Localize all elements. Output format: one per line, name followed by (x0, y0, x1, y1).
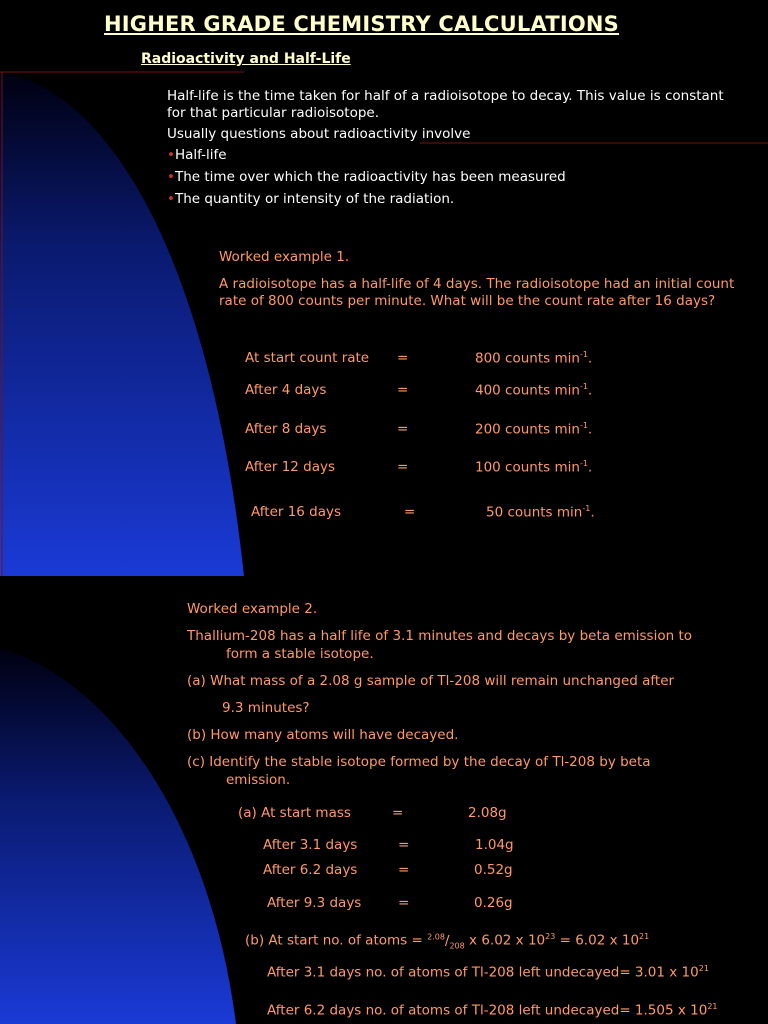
intro-bullet: •The time over which the radioactivity has been measured (167, 169, 566, 185)
section-subtitle: Radioactivity and Half-Life (141, 51, 351, 67)
mass-row-value: 2.08g (468, 805, 507, 821)
atoms-row: After 3.1 days no. of atoms of Tl-208 left undecayed= 3.01 x $10^{21}$ (267, 964, 709, 981)
example1-row-value: 50 counts $\min^{-1}$. (486, 504, 595, 521)
example1-row: At start count rate (245, 350, 370, 366)
example1-row-eq: = (404, 504, 416, 520)
example1-row-value: 100 counts $\min^{-1}$. (475, 459, 593, 476)
example1-block (219, 249, 749, 320)
example1-row-value: 800 counts $\min^{-1}$. (475, 350, 593, 367)
mass-row-value: 0.52g (474, 862, 513, 878)
intro-definition: Half-life is the time taken for half of a radioisotope to decay. This value is constant for that particular radioisotope. (167, 88, 724, 121)
mass-row: After 6.2 days (263, 862, 358, 878)
example1-heading: Worked example 1. (219, 249, 350, 265)
example1-row-eq: = (397, 421, 409, 437)
example1-row: After 12 days (245, 459, 336, 475)
example2-part-a-cont: 9.3 minutes? (222, 700, 310, 716)
example1-row: After 4 days (245, 382, 327, 398)
example2-part-c: (c) Identify the stable isotope formed by the decay of Tl-208 by beta emission. (187, 754, 651, 788)
example1-question: A radioisotope has a half-life of 4 days. The radioisotope had an initial count rate of 800 counts per minute. What will be the count rate after 16 days? (219, 276, 735, 309)
page-title: HIGHER GRADE CHEMISTRY CALCULATIONS (104, 12, 620, 36)
example1-row-value: 400 counts $\min^{-1}$. (475, 382, 593, 399)
mass-row-eq: = (398, 837, 410, 853)
mass-row: After 3.1 days (263, 837, 358, 853)
atoms-start-row: (b) At start no. of atoms = $^{2.08}/_{208}$ x 6.02 x $10^{23} = 6.02$ x $10^{21}$ (245, 932, 650, 951)
example1-row-eq: = (397, 350, 409, 366)
example1-row-eq: = (397, 459, 409, 475)
intro-bullet: •Half-life (167, 147, 227, 163)
mass-row-value: 1.04g (475, 837, 514, 853)
example2-part-a: (a) What mass of a 2.08 g sample of Tl-208 will remain unchanged after (187, 673, 675, 689)
example1-row-value: 200 counts $\min^{-1}$. (475, 421, 593, 438)
example2-question: Thallium-208 has a half life of 3.1 minutes and decays by beta emission to form a stable isotope. (187, 628, 692, 662)
example2-block (187, 600, 727, 798)
intro-block (167, 88, 727, 212)
intro-lead: Usually questions about radioactivity involve (167, 126, 471, 142)
example1-row: After 16 days (251, 504, 342, 520)
mass-row: After 9.3 days (267, 895, 362, 911)
mass-row-eq: = (398, 895, 410, 911)
intro-bullet: •The quantity or intensity of the radiation. (167, 191, 455, 207)
example1-row: After 8 days (245, 421, 327, 437)
example2-heading: Worked example 2. (187, 601, 318, 617)
mass-row-eq: = (392, 805, 404, 821)
example2-part-b: (b) How many atoms will have decayed. (187, 727, 459, 743)
mass-row-value: 0.26g (474, 895, 513, 911)
mass-row: (a) At start mass (238, 805, 351, 821)
example1-row-eq: = (397, 382, 409, 398)
mass-row-eq: = (398, 862, 410, 878)
atoms-row: After 6.2 days no. of atoms of Tl-208 left undecayed= 1.505 x $10^{21}$ (267, 1002, 718, 1019)
